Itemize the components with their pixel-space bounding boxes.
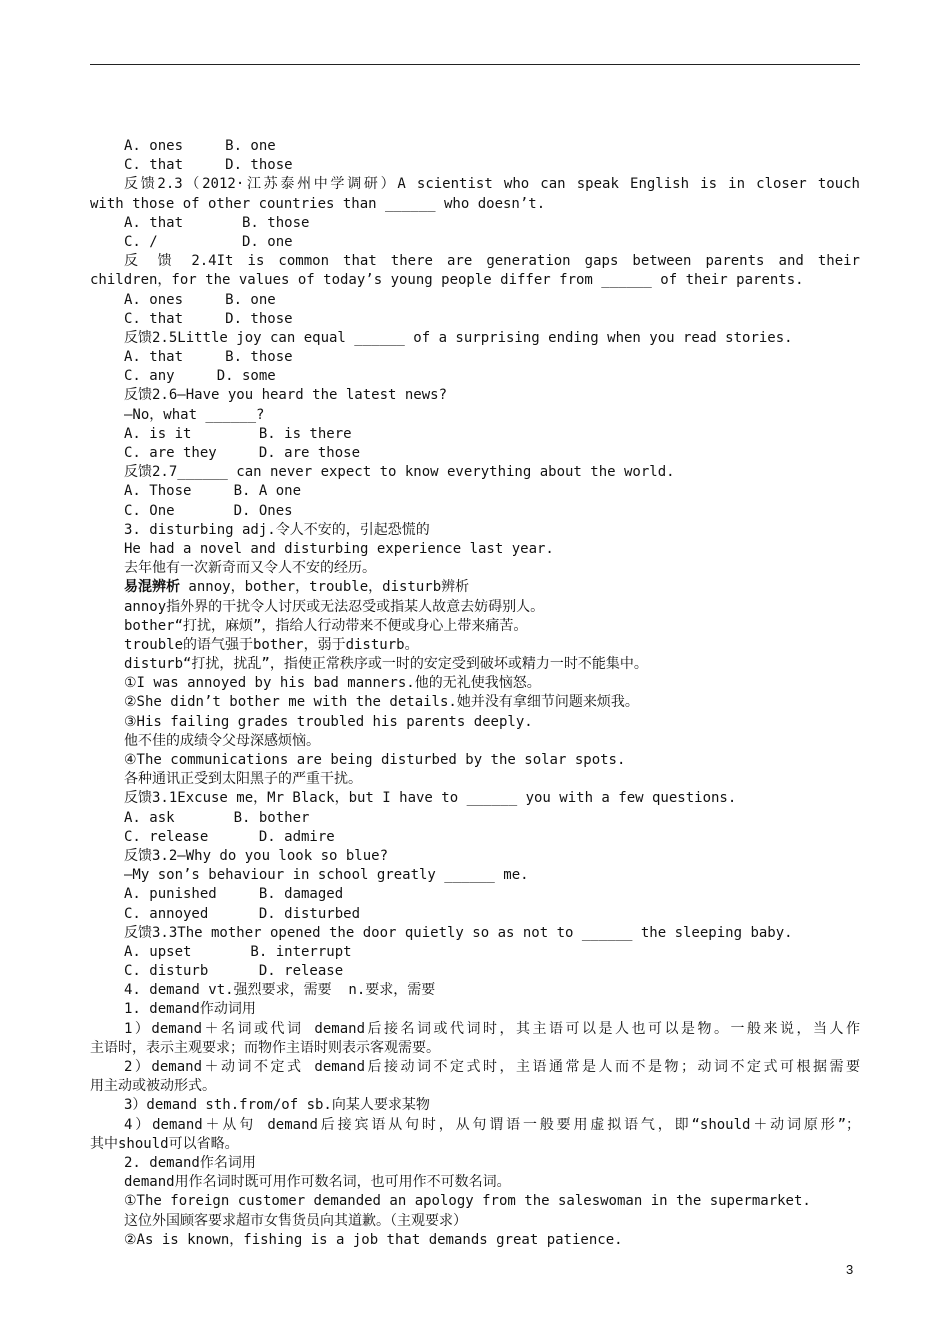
- text-line: bother“打扰，麻烦”，指给人行动带来不便或身心上带来痛苦。: [124, 617, 528, 634]
- text-line: C. are they D. are those: [124, 445, 361, 461]
- text-line: ①The foreign customer demanded an apology from the saleswoman in the supermarket.: [124, 1193, 811, 1210]
- text-line: A. ones B. one: [124, 291, 276, 308]
- text-line: C. any D. some: [124, 368, 276, 385]
- text-line: He had a novel and disturbing experience last year.: [124, 540, 554, 557]
- text-line: —No，what ______?: [124, 406, 265, 423]
- text-line: —My son’s behaviour in school greatly ______ me.: [124, 867, 529, 884]
- text-line: C. release D. admire: [124, 828, 335, 845]
- text-line: 2）demand＋动词不定式 demand后接动词不定式时，主语通常是人而不是物；动词不定式可根据需要: [124, 1059, 860, 1075]
- text-line: 反馈3.1Excuse me，Mr Black，but I have to ______ you with a few questions.: [124, 790, 737, 807]
- text-line: trouble的语气强于bother，弱于disturb。: [124, 636, 419, 653]
- text-line: 反馈2.5Little joy can equal ______ of a surprising ending when you read stories.: [124, 329, 793, 346]
- text-line: 4. demand vt.强烈要求，需要 n.要求，需要: [124, 982, 436, 999]
- text-line: C. disturb D. release: [124, 963, 344, 980]
- text-line: 反 馈 2.4It is common that there are generation gaps between parents and their: [124, 253, 860, 270]
- text-line: A. Those B. A one: [124, 483, 302, 500]
- text-line: 4）demand＋从句 demand后接宾语从句时，从句谓语一般要用虚拟语气，即“should＋动词原形”；: [124, 1116, 860, 1133]
- text-line: 反馈3.3The mother opened the door quietly so as not to ______ the sleeping baby.: [124, 924, 793, 941]
- text-line: 其中should可以省略。: [90, 1135, 239, 1152]
- text-line: 3. disturbing adj.令人不安的，引起恐慌的: [124, 521, 430, 538]
- text-line: ④The communications are being disturbed by the solar spots.: [124, 752, 626, 768]
- text-line: 3）demand sth.from/of sb.向某人要求某物: [124, 1097, 430, 1114]
- text-line: 这位外国顾客要求超市女售货员向其道歉。（主观要求）: [124, 1212, 467, 1229]
- text-line: A. that B. those: [124, 214, 310, 231]
- text-line: ①I was annoyed by his bad manners.他的无礼使我恼怒。: [124, 675, 541, 692]
- page-number: 3: [846, 1262, 854, 1277]
- text-line: children，for the values of today’s young people differ from ______ of their parents.: [90, 272, 804, 289]
- text-line: with those of other countries than ______ who doesn’t.: [90, 195, 546, 212]
- text-line: 反馈2.3（2012·江苏泰州中学调研）A scientist who can speak English is in closer touch: [124, 176, 860, 193]
- text-line: 用主动或被动形式。: [90, 1078, 216, 1095]
- text-line: 1. demand作动词用: [124, 1001, 256, 1018]
- text-line: 各种通讯正受到太阳黑子的严重干扰。: [124, 771, 362, 788]
- text-line: 他不佳的成绩令父母深感烦恼。: [124, 732, 320, 749]
- text-line: 1）demand＋名词或代词 demand后接名词或代词时，其主语可以是人也可以是物。一般来说，当人作: [124, 1020, 860, 1037]
- text-line: 主语时，表示主观要求；而物作主语时则表示客观需要。: [90, 1039, 440, 1056]
- text-line: A. is it B. is there: [124, 425, 352, 442]
- text-line: A. ask B. bother: [124, 809, 310, 826]
- text-line: C. One D. Ones: [124, 502, 293, 519]
- text-line: C. that D. those: [124, 310, 293, 327]
- text-line: C. annoyed D. disturbed: [124, 905, 361, 922]
- header-rule: [90, 64, 860, 65]
- text-line: C. / D. one: [124, 233, 293, 250]
- text-line: 反馈3.2—Why do you look so blue?: [124, 847, 389, 864]
- text-line: A. punished B. damaged: [124, 886, 344, 903]
- text-line: A. upset B. interrupt: [124, 943, 352, 960]
- text-line: 反馈2.7______ can never expect to know everything about the world.: [124, 464, 675, 481]
- text-line: ③His failing grades troubled his parents deeply.: [124, 713, 533, 730]
- text-line: 易混辨析 annoy，bother，trouble，disturb辨析: [124, 579, 470, 596]
- document-body: [90, 137, 860, 1250]
- text-line: ②She didn’t bother me with the details.她并没有拿细节问题来烦我。: [124, 694, 639, 711]
- text-line: 2. demand作名词用: [124, 1154, 256, 1171]
- text-line: ②As is known，fishing is a job that demands great patience.: [124, 1231, 623, 1248]
- text-line: 去年他有一次新奇而又令人不安的经历。: [124, 560, 376, 577]
- text-line: C. that D. those: [124, 157, 293, 174]
- bold-heading: 易混辨析: [124, 579, 180, 596]
- text-line: 反馈2.6—Have you heard the latest news?: [124, 387, 448, 404]
- text-line: annoy指外界的干扰令人讨厌或无法忍受或指某人故意去妨碍别人。: [124, 598, 545, 615]
- text-line: A. that B. those: [124, 349, 293, 366]
- text-line: A. ones B. one: [124, 138, 276, 154]
- text-line: disturb“打扰，扰乱”，指使正常秩序或一时的安定受到破坏或精力一时不能集中。: [124, 656, 648, 673]
- text-line: demand用作名词时既可用作可数名词，也可用作不可数名词。: [124, 1174, 511, 1191]
